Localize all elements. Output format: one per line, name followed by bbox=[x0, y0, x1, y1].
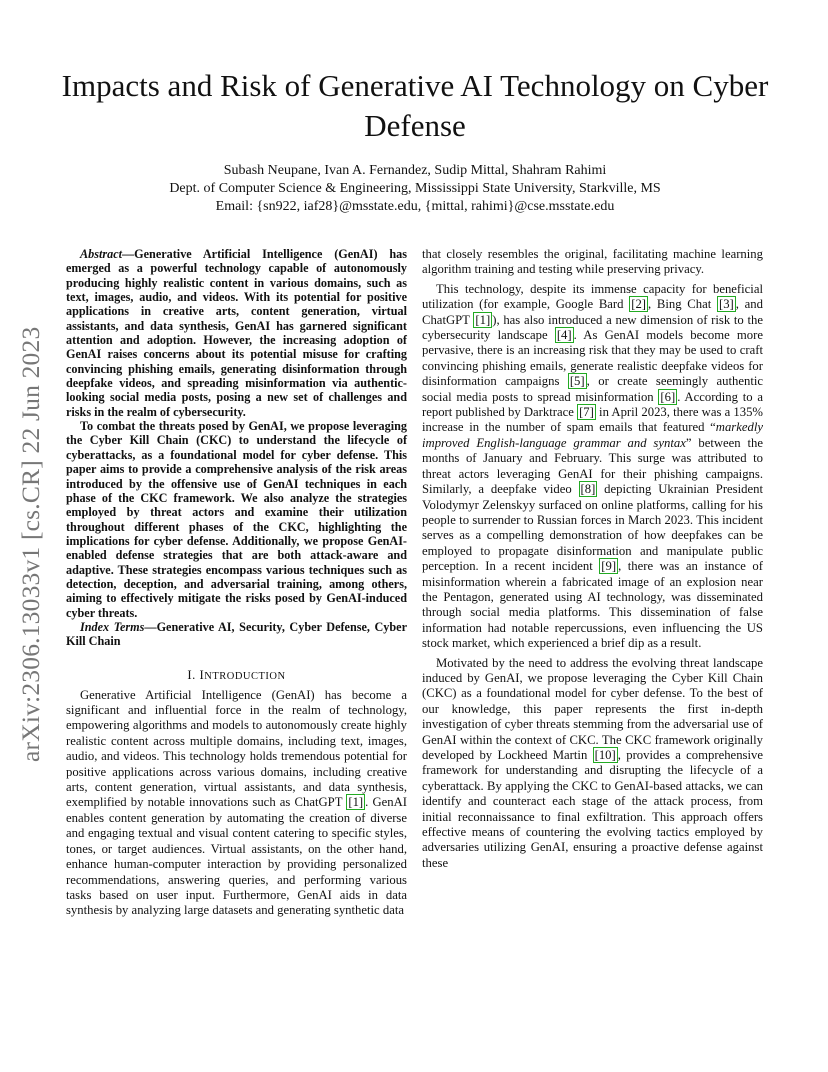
citation-link[interactable]: [7] bbox=[579, 405, 594, 420]
citation-link[interactable]: [10] bbox=[594, 748, 616, 762]
paper-title: Impacts and Risk of Generative AI Technology on Cyber Defense bbox=[61, 68, 769, 143]
section-title-rest: NTRODUCTION bbox=[204, 670, 286, 682]
author-names: Subash Neupane, Ivan A. Fernandez, Sudip Mittal, Shahram Rahimi bbox=[223, 163, 607, 178]
citation-link[interactable]: [8] bbox=[580, 482, 596, 497]
abstract-paragraph-2: To combat the threats posed by GenAI, we propose leveraging the Cyber Kill Chain (CKC) to understand the lifecycle of cyberattacks, as a foundational model for cyber defense. This paper aims to provide a comprehensive analysis of the risk areas introduced by the offensive use of GenAI techniques in each phase of the CKC framework. We also analyze the strategies employed by threat actors and examine their utilization throughout different phases of the CKC, highlighting the implications for cyber defense. Additionally, we propose GenAI-enabled defense strategies that are both attack-aware and adaptive. These strategies encompass various techniques such as detection, deception, and adversarial training, among others, aiming to effectively mitigate the risks posed by GenAI-induced cyber threats. bbox=[66, 419, 407, 620]
citation-link[interactable]: [9] bbox=[601, 559, 617, 574]
citation-link[interactable]: [3] bbox=[718, 297, 734, 312]
abstract-dash: — bbox=[121, 247, 135, 261]
abstract bbox=[66, 247, 407, 649]
right-column bbox=[422, 247, 763, 871]
index-terms-label: Index Terms bbox=[80, 619, 145, 634]
arxiv-identifier-stamp: arXiv:2306.13033v1 [cs.CR] 22 Jun 2023 bbox=[16, 326, 45, 762]
index-terms-text: Generative AI, Security, Cyber Defense, Cyber Kill Chain bbox=[66, 619, 407, 649]
quoted-phrase: markedly improved English-language grammar and syntax bbox=[422, 420, 763, 450]
citation-link[interactable]: [4] bbox=[556, 328, 572, 343]
intro-paragraph-3: Motivated by the need to address the evolving threat landscape induced by GenAI, we propose leveraging the Cyber Kill Chain (CKC) as a foundational model for cyber defense. To the best of our knowledge, this paper represents the first in-depth investigation of cyber threats stemming from the adversarial use of GenAI within the context of CKC. The CKC framework originally developed by Lockheed Martin [10] , provides a comprehensive framework for understanding and disrupting the lifecycle of a cyberattack. By applying the CKC to GenAI-based attacks, we can identify and counteract each stage of the attack process, from initial reconnaissance to final exfiltration. This approach offers effective means of countering the evolving tactics employed by adversaries utilizing GenAI, ensuring a proactive defense against these bbox=[422, 655, 763, 870]
author-affiliation: Dept. of Computer Science & Engineering, Mississippi State University, Starkville, MS bbox=[169, 181, 661, 196]
citation-link[interactable]: [1] bbox=[348, 795, 364, 810]
citation-link[interactable]: [6] bbox=[660, 389, 676, 404]
left-column bbox=[66, 247, 407, 919]
author-emails: Email: {sn922, iaf28}@msstate.edu, {mittal, rahimi}@cse.msstate.edu bbox=[215, 199, 615, 214]
section-heading-introduction bbox=[66, 668, 407, 684]
abstract-paragraph-1: Generative Artificial Intelligence (GenAI) has emerged as a powerful technology capable of autonomously producing highly realistic content in various domains, such as text, images, audio, and videos. With its potential for positive applications in creative arts, content generation, virtual assistants, and data synthesis, GenAI has garnered significant attention and adoption. However, the increasing adoption of GenAI raises concerns about its potential misuse for crafting convincing phishing emails, generating disinformation through deepfake videos, and spreading misinformation via authentic-looking social media posts, posing a new set of challenges and risks in the realm of cybersecurity. bbox=[66, 247, 407, 419]
section-number: I. bbox=[187, 667, 196, 682]
citation-link[interactable]: [2] bbox=[631, 297, 647, 312]
citation-link[interactable]: [1] bbox=[475, 312, 491, 327]
citation-link[interactable]: [5] bbox=[569, 374, 585, 389]
section-title-initial: I bbox=[199, 667, 205, 682]
abstract-label: Abstract bbox=[80, 247, 122, 261]
index-terms-dash: — bbox=[144, 619, 157, 634]
intro-paragraph-2: This technology, despite its immense capacity for beneficial utilization (for example, Google Bard [2] , Bing Chat [3] , and ChatGPT [1] ), has also introduced a new dimension of risk to the cybersecurity landscape [4] . As GenAI models become more pervasive, there is an increasing risk that they may be used to craft convincing phishing emails, generate realistic deepfake videos for disinformation campaigns [5] , or create seemingly authentic social media posts to spread misinformation [6] . According to a report published by Darktrace [7] in April 2023, there was a 135% increase in the number of spam emails that featured “markedly improved English-language grammar and syntax” between the months of January and February. This surge was attributed to threat actors leveraging GenAI for their phishing campaigns. Similarly, a deepfake video [8] depicting Ukrainian President Volodymyr Zelenskyy surfaced on online platforms, calling for his people to surrender to Russian forces in March 2023. This incident serves as a compelling demonstration of how deepfakes can be employed to propagate disinformation and manipulate public perception. In a recent incident [9] , there was an instance of misinformation wherein a fabricated image of an explosion near the Pentagon, generated using AI technology, was disseminated through social media platforms. This dissemination of false information had notable repercussions, even influencing the US stock market, which experienced a brief dip as a result. bbox=[422, 281, 764, 651]
index-terms bbox=[66, 620, 407, 649]
intro-paragraph-1: Generative Artificial Intelligence (GenAI) has become a significant and influential force in the realm of technology, empowering algorithms and models to autonomously create highly realistic content across multiple domains, including text, images, audio, and videos. This technology holds tremendous potential for positive applications across various domains, including creative arts, content generation, virtual assistants, and data synthesis, exemplified by notable innovations such as ChatGPT [1] . GenAI enables content generation by automating the creation of diverse and engaging textual and visual content catering to specific styles, tones, or target audiences. Virtual assistants, on the other hand, enhance human-computer interaction by providing personalized recommendations, answering queries, and performing various tasks based on user input. Furthermore, GenAI aids in data synthesis by analyzing large datasets and generating synthetic data bbox=[66, 687, 407, 918]
author-block bbox=[60, 162, 770, 216]
intro-paragraph-1-continued: that closely resembles the original, facilitating machine learning algorithm training and testing while preserving privacy. bbox=[422, 247, 763, 277]
